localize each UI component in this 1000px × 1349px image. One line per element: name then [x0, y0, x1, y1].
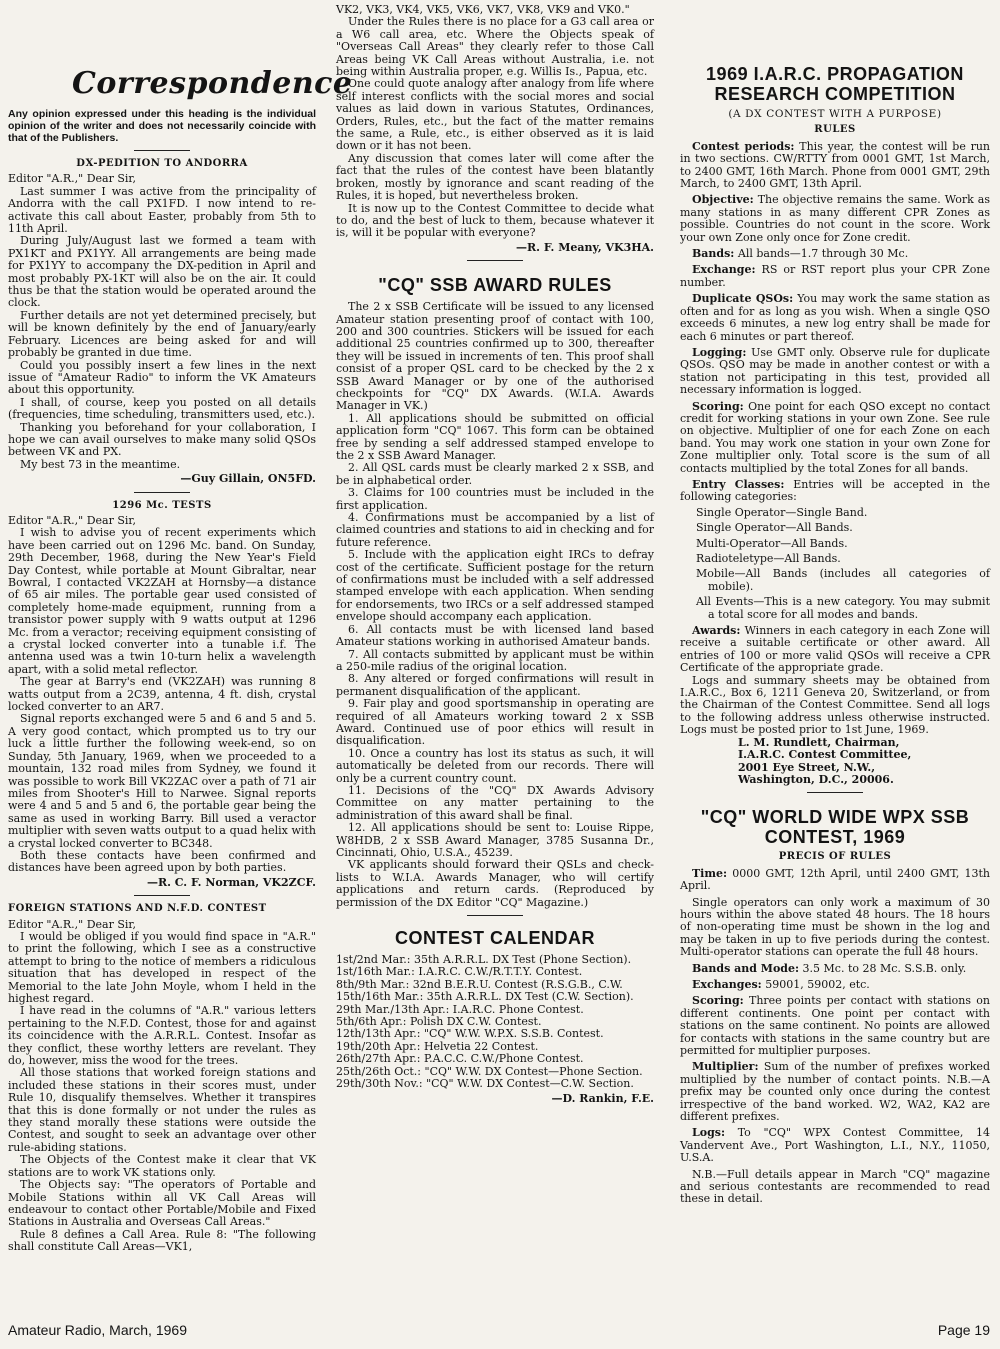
calendar-entry: 5th/6th Apr.: Polish DX C.W. Contest. [336, 1015, 542, 1029]
tests1296-para: I wish to advise you of recent experiments which have been carried out on 1296 Mc. band. On Sunday, 29th December, 1968, during the New Year's Field Day Contest, while portable at Mount Gibraltar, near Bowral, I contacted VK2ZAH at Hornsby—a distance of 65 air miles. The portable gear used consisted of completely home-made equipment, running from a transistor power supply with 9 watts output at 1296 Mc. from a veractor; receiving equipment consisting of a crystal locked converter into a tunable i.f. The antenna used was a twin 10-turn helix a wavelength apart, with a solid metal reflector. [8, 526, 316, 676]
ssb-rule: 7. All contacts submitted by applicant must be within a 250-mile radius of the original location. [336, 647, 654, 673]
foreign-heading: FOREIGN STATIONS AND N.F.D. CONTEST [8, 903, 267, 915]
iarc-rule-text: The objective remains the same. Work as many stations in as many different CPR Zones as possible. Countries do not count in the score. Work your own Zone only once for Zone credit. [680, 193, 991, 244]
iarc-address-line: Washington, D.C., 20006. [738, 772, 894, 786]
andorra-para: My best 73 in the meantime. [20, 457, 181, 471]
wpx-rule [680, 868, 990, 893]
iarc-address-line: L. M. Rundlett, Chairman, [738, 735, 900, 749]
ssb-rule: 10. Once a country has lost its status as such, it will automatically be deleted from our records. There will only be a current country count. [336, 746, 654, 785]
foreign-para: The Objects of the Contest make it clear that VK stations are to work VK stations only. [8, 1153, 316, 1179]
andorra-salutation: Editor "A.R.," Dear Sir, [8, 172, 136, 186]
ssb-para: The 2 x SSB Certificate will be issued to any licensed Amateur station presenting proof of contact with 100, 200 and 300 countries. Stickers will be issued for each additional 25 countries confirmed up to 300, thereafter they will be issued in increments of ten. This proof shall consist of a proper QSL card to be checked by the 2 x SSB Award Manager or by one of the authorised checkpoints for "CQ" DX Awards. (W.I.A. Awards Manager in VK.) [336, 300, 654, 413]
iarc-rule [680, 479, 990, 504]
wpx-rule [680, 963, 990, 975]
tests1296-para: Signal reports exchanged were 5 and 6 and 5 and 5. A very good contact, which prompted us to try our luck a little further the following week-end, so on Sunday, 5th January, 1969, when we proceeded to a mountain, 132 road miles from Sydney, we found it was possible to work Bill VK2ZAC over a path of 71 air miles from Shooter's Hill to Narwee. Signal reports were 4 and 5 and 5 and 6, the portable gear being the same as used in working Barry. Bill used a veractor multiplier with seven watts output to a quad helix with a crystal locked converter to BC348. [8, 712, 316, 850]
iarc-rule-label: Exchange: [692, 263, 756, 277]
iarc-category: Mobile—All Bands (includes all categories of mobile). [696, 567, 990, 593]
foreign-para: Rule 8 defines a Call Area. Rule 8: "The following shall constitute Call Areas—VK1, [8, 1227, 316, 1254]
iarc-rule [680, 401, 990, 475]
iarc-heading: 1969 I.A.R.C. PROPAGATION RESEARCH COMPETITION [706, 64, 964, 104]
calendar-entry: 25th/26th Oct.: "CQ" W.W. DX Contest—Phone Section. [336, 1064, 643, 1078]
iarc-category: Multi-Operator—All Bands. [696, 536, 848, 550]
ssb-rule: 3. Claims for 100 countries must be included in the first application. [336, 486, 654, 512]
ssb-rule: 12. All applications should be sent to: Louise Rippe, W8HDB, 2 x SSB Award Manager, 3785 Susanna Dr., Cincinnati, Ohio, U.S.A., 45239. [336, 821, 654, 859]
ssb-rule: 11. Decisions of the "CQ" DX Awards Advisory Committee on any matter pertaining to the administration of this award shall be final. [336, 783, 654, 822]
wpx-rule [680, 1127, 990, 1164]
iarc-category: All Events—This is a new category. You may submit a total score for all modes and bands. [696, 595, 990, 621]
iarc-awards-text: Winners in each category in each Zone will receive a suitable certificate or other award. All entries of 100 or more valid QSOs will receive a CPR Certificate of the appropriate grade. [680, 624, 991, 675]
divider [467, 915, 523, 916]
wpx-heading: "CQ" WORLD WIDE WPX SSB CONTEST, 1969 [700, 807, 970, 848]
wpx-rule-text: Three points per contact with stations on different continents. One point per contact with stations on the same continent. No points are allowed for contacts with stations in the same country but are permitted for multiplier purposes. [680, 994, 990, 1057]
iarc-subtitle: (A DX CONTEST WITH A PURPOSE) [728, 108, 942, 120]
calendar-entry: 12th/13th Apr.: "CQ" W.W. W.P.X. S.S.B. Contest. [336, 1027, 604, 1041]
iarc-category: Single Operator—All Bands. [696, 521, 853, 535]
wpx-rule-text: Sum of the number of prefixes worked multiplied by the number of contact points. N.B.—A prefix may be counted only once during the contest irrespective of the band worked. W2, WA2, KA2 are different prefixes. [680, 1060, 990, 1124]
tests1296-salutation: Editor "A.R.," Dear Sir, [8, 513, 136, 527]
iarc-rule-label: Bands: [692, 247, 735, 261]
tests1296-para: Both these contacts have been confirmed and distances have been agreed upon by both parties. [8, 848, 316, 875]
wpx-rule-text: N.B.—Full details appear in March "CQ" magazine and serious contestants are recommended to read these in detail. [680, 1167, 990, 1206]
iarc-rules-label: RULES [814, 124, 856, 136]
calendar-entry: 1st/2nd Mar.: 35th A.R.R.L. DX Test (Phone Section). [336, 953, 632, 967]
foreign-para: One could quote analogy after analogy from life where self interest conflicts with the social mores and social values as laid down in various Statutes, Ordinances, Orders, Rules, etc., but the fact of the matter remains the same, a Rule, etc., is either observed as it is laid down or it has not been. [336, 77, 654, 153]
column-right [680, 64, 990, 1206]
iarc-rules-list [680, 141, 990, 504]
wpx-rule [680, 995, 990, 1057]
andorra-para: Further details are not yet determined precisely, but will be known definitely by the end of January/early February. Licences are being asked for and will probably be granted in due time. [8, 308, 316, 360]
divider [134, 895, 190, 896]
iarc-rule [680, 194, 990, 244]
andorra-signature: —Guy Gillain, ON5FD. [180, 472, 316, 486]
ssb-rule: 5. Include with the application eight IRCs to defray cost of the certificate. Sufficient postage for the return of confirmations must be included with a self addressed stamped envelope with each application. When sending for endorsements, two IRCs or a self addressed stamped envelope should accompany each application. [336, 548, 654, 624]
wpx-rule-text: 59001, 59002, etc. [765, 977, 870, 991]
iarc-rule-text: All bands—1.7 through 30 Mc. [737, 247, 909, 261]
calendar-list [336, 954, 654, 1090]
divider [134, 150, 190, 151]
wpx-rule-text: To "CQ" WPX Contest Committee, 14 Vandervent Ave., Port Washington, L.I., N.Y., 11050, U.S.A. [680, 1126, 991, 1165]
iarc-awards-label: Awards: [692, 624, 741, 638]
wpx-subtitle: PRECIS OF RULES [778, 851, 892, 863]
iarc-rule [680, 293, 990, 343]
wpx-rule-text: 0000 GMT, 12th April, until 2400 GMT, 13th April. [680, 866, 991, 893]
iarc-rule-text: One point for each QSO except no contact credit for working stations in your own Zone. See rule on objective. Multiplier of one for each Zone on each band. You may work one station in your own Zone for Zone multiplier only. Total score is the sum of all contacts multiplied by the total Zones for all bands. [680, 399, 991, 475]
tests1296-para: The gear at Barry's end (VK2ZAH) was running 8 watts output from a 2C39, antenna, 4 ft. dish, crystal locked converter to an AR7. [8, 675, 316, 714]
footer-publication: Amateur Radio, March, 1969 [8, 1322, 187, 1338]
ssb-rule: 9. Fair play and good sportsmanship in operating are required of all Amateurs working toward 2 x SSB Award. Continued use of poor ethics will result in disqualification. [336, 697, 654, 748]
iarc-address-line: I.A.R.C. Contest Committee, [738, 748, 912, 762]
ssb-rule: 1. All applications should be submitted on official application form "CQ" 1067. This form can be obtained free by sending a self addressed stamped envelope to the 2 x SSB Award Manager. [336, 411, 654, 462]
ssb-rule: 8. Any altered or forged confirmations will result in permanent disqualification of the applicant. [336, 672, 654, 698]
wpx-rules-list [680, 868, 990, 1206]
iarc-rule-label: Scoring: [692, 399, 744, 413]
wpx-rule-text: 3.5 Mc. to 28 Mc. S.S.B. only. [802, 961, 967, 975]
andorra-para: Thanking you beforehand for your collaboration, I hope we can avail ourselves to make many solid QSOs between VK and PX. [8, 420, 316, 459]
iarc-rule-text: Entries will be accepted in the following categories: [680, 477, 990, 504]
calendar-entry: 1st/16th Mar.: I.A.R.C. C.W./R.T.T.Y. Contest. [336, 965, 583, 979]
foreign-para: Any discussion that comes later will come after the fact that the rules of the contest have been blatantly broken, mostly by ignorance and scant reading of the Rules, it is hoped, but nevertheless broken. [336, 151, 654, 203]
calendar-signature: —D. Rankin, F.E. [551, 1091, 654, 1105]
iarc-category: Single Operator—Single Band. [696, 505, 868, 519]
wpx-rule-label: Bands and Mode: [692, 961, 800, 975]
iarc-rule-text: RS or RST report plus your CPR Zone number. [680, 263, 990, 289]
column-left [8, 62, 316, 1254]
iarc-address-line: 2001 Eye Street, N.W., [738, 760, 876, 774]
tests1296-signature: —R. C. F. Norman, VK2ZCF. [146, 875, 316, 889]
intro-disclaimer: Any opinion expressed under this heading is the individual opinion of the writer and does not necessarily coincide with that of the Publishers. [8, 108, 316, 144]
iarc-logs-text: Logs and summary sheets may be obtained from I.A.R.C., Box 6, 1211 Geneva 20, Switzerland, or from the Chairman of the Contest Committee. Send all logs to the following address unless otherwise instructed. Logs must be posted prior to 1st June, 1969. [680, 673, 990, 737]
wpx-rule-label: Logs: [692, 1126, 726, 1140]
masthead-title: Correspondence [72, 66, 353, 101]
footer-page-number: Page 19 [937, 1322, 990, 1338]
iarc-rule-label: Contest periods: [692, 139, 795, 153]
iarc-rule [680, 264, 990, 289]
iarc-rule-text: This year, the contest will be run in two sections. CW/RTTY from 0001 GMT, 1st March, to 2400 GMT, 16th March. Phone from 0001 GMT, 29th March, to 2400 GMT, 13th April. [680, 139, 991, 191]
foreign-salutation: Editor "A.R.," Dear Sir, [8, 917, 136, 931]
wpx-rule-text: Single operators can only work a maximum of 30 hours within the above stated 48 hours. The 18 hours of non-operating time must be shown in the log and may be taken in up to five periods during the contest. Multi-operator stations can operate the full 48 hours. [680, 895, 990, 959]
ssb-heading: "CQ" SSB AWARD RULES [378, 275, 612, 296]
andorra-para: I shall, of course, keep you posted on all details (frequencies, time scheduling, transmitters used, etc.). [8, 395, 316, 422]
iarc-category: Radioteletype—All Bands. [696, 552, 841, 565]
calendar-entry: 15th/16th Mar.: 35th A.R.R.L. DX Test (C.W. Section). [336, 990, 634, 1004]
wpx-rule [680, 1169, 990, 1206]
calendar-entry: 19th/20th Apr.: Helvetia 22 Contest. [336, 1039, 539, 1053]
column-middle [336, 4, 654, 1105]
ssb-rule: 6. All contacts must be with licensed land based Amateur stations working in authorised Amateur bands. [336, 622, 654, 649]
wpx-rule-label: Scoring: [692, 994, 744, 1008]
iarc-rule [680, 141, 990, 191]
tests1296-heading: 1296 Mc. TESTS [112, 499, 212, 511]
foreign-signature: —R. F. Meany, VK3HA. [516, 240, 654, 254]
iarc-categories [680, 507, 990, 621]
foreign-continuation: VK2, VK3, VK4, VK5, VK6, VK7, VK8, VK9 and VK0." [336, 3, 630, 16]
ssb-rule: 4. Confirmations must be accompanied by a list of claimed countries and stations to aid in checking and for future reference. [336, 511, 654, 549]
calendar-heading: CONTEST CALENDAR [395, 928, 595, 949]
foreign-para: The Objects say: "The operators of Portable and Mobile Stations within all VK Call Areas will endeavour to contact other Portable/Mobile and Fixed Stations in Australia and Overseas Call Areas." [8, 1178, 316, 1229]
andorra-para: Last summer I was active from the principality of Andorra with the call PX1FD. I now intend to re-activate this call about Easter, probably from 5th to 11th April. [8, 184, 316, 236]
andorra-para: Could you possibly insert a few lines in the next issue of "Amateur Radio" to inform the VK Amateurs about this opportunity. [8, 358, 316, 397]
wpx-rule-label: Time: [692, 866, 728, 880]
iarc-rule [680, 347, 990, 397]
calendar-entry: 26th/27th Apr.: P.A.C.C. C.W./Phone Contest. [336, 1052, 584, 1066]
iarc-rule [680, 248, 990, 260]
ssb-rule: 2. All QSL cards must be clearly marked 2 x SSB, and be in alphabetical order. [336, 461, 654, 487]
iarc-rule-label: Objective: [692, 193, 754, 207]
divider [467, 260, 523, 261]
calendar-entry: 8th/9th Mar.: 32nd B.E.R.U. Contest (R.S.G.B., C.W. [336, 977, 623, 991]
wpx-rule [680, 1061, 990, 1123]
calendar-entry: 29th/30th Nov.: "CQ" W.W. DX Contest—C.W. Section. [336, 1077, 634, 1091]
iarc-rule-label: Logging: [692, 345, 747, 359]
divider [807, 792, 863, 793]
iarc-rule-text: You may work the same station as often and for as long as you wish. When a single QSO exceeds 6 minutes, a new log entry shall be made for each 6 minutes or part thereof. [680, 292, 990, 343]
foreign-para: All those stations that worked foreign stations and included these stations in their scores must, under Rule 10, disqualify themselves. Whether it transpires that this is done formally or not under the rules as they stand morally these stations were outside the Contest, and sought to seek an advantage over other rule-abiding stations. [8, 1066, 316, 1154]
iarc-rule-label: Entry Classes: [692, 477, 785, 491]
ssb-para: VK applicants should forward their QSLs and check-lists to W.I.A. Awards Manager, who will certify applications and return cards. (Reproduced by permission of the DX Editor "CQ" Magazine.) [336, 858, 654, 909]
andorra-heading: DX-PEDITION TO ANDORRA [76, 158, 248, 169]
iarc-rule-label: Duplicate QSOs: [692, 292, 794, 306]
wpx-rule-label: Multiplier: [692, 1060, 759, 1074]
wpx-rule-label: Exchanges: [692, 977, 762, 991]
foreign-para: I would be obliged if you would find space in "A.R." to print the following, which I see as a constructive attempt to bring to the notice of members a ridiculous situation that has developed in respect of the Memorial to the late John Moyle, whom I held in the highest regard. [8, 929, 316, 1005]
calendar-entry: 29th Mar./13th Apr.: I.A.R.C. Phone Contest. [336, 1002, 584, 1016]
foreign-para: I have read in the columns of "A.R." various letters pertaining to the N.F.D. Contest, those for and against its coincidence with the A.R.R.L. Contest. Insofar as they conflict, these worthy letters are revelant. They do, however, miss the wood for the trees. [8, 1004, 316, 1068]
andorra-para: During July/August last we formed a team with PX1KT and PX1YY. All arrangements are being made for PX1YY to accompany the DX-pedition in April and most probably PX-1KT will also be on the air. It could thus be that the station would be operated around the clock. [8, 234, 316, 310]
foreign-para: It is now up to the Contest Committee to decide what to do, and the best of luck to them, because whatever it is, will it be popular with everyone? [336, 201, 654, 240]
divider [134, 492, 190, 493]
foreign-para: Under the Rules there is no place for a G3 call area or a W6 call area, etc. Where the Objects speak of "Overseas Call Areas" they clearly refer to those Call Areas being VK Call Areas without Australia, i.e. not being within Australia proper, e.g. Willis Is., Papua, etc. [336, 15, 654, 79]
wpx-rule [680, 897, 990, 959]
wpx-rule [680, 979, 990, 991]
iarc-rule-text: Use GMT only. Observe rule for duplicate QSOs. QSO may be made in another contest or with a station not participating in this test, provided all necessary information is logged. [680, 345, 991, 397]
